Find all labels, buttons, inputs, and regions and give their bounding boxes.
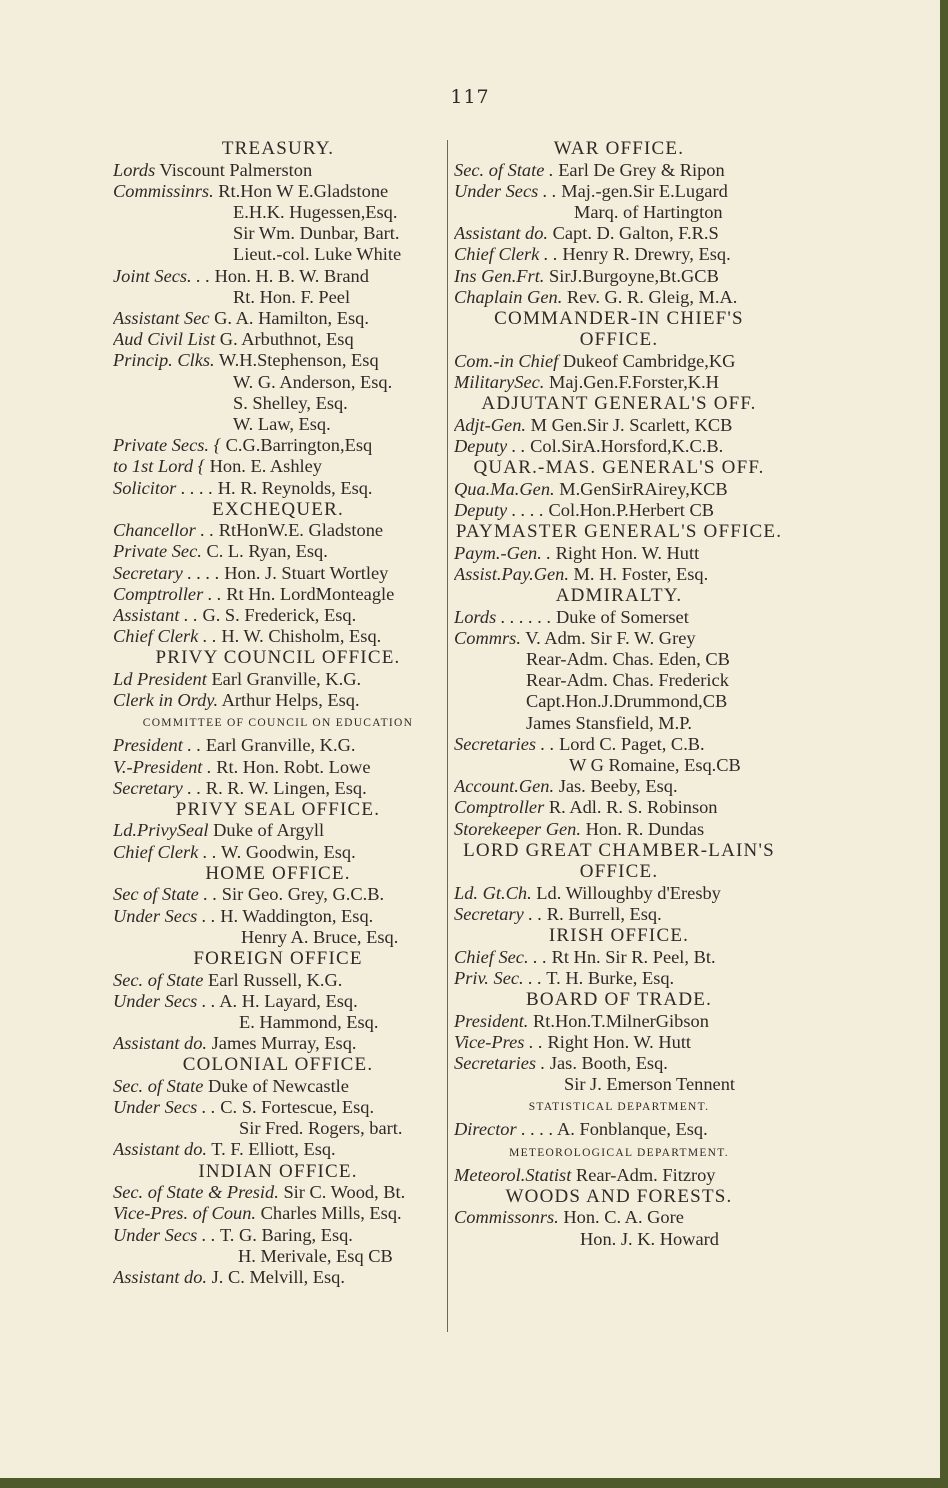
entry-row: [454, 372, 784, 393]
entry-name: C. L. Ryan, Esq.: [206, 541, 328, 562]
entry-role: Aud Civil List: [113, 329, 216, 350]
entry-name: Hon. E. Ashley: [209, 456, 323, 477]
entry-row: [454, 755, 784, 776]
entry-name: W.H.Stephenson, Esq: [218, 350, 379, 371]
entry-name: Jas. Beeby, Esq.: [558, 776, 678, 797]
section-title: QUAR.-MAS. GENERAL'S OFF.: [473, 457, 765, 479]
entry-role: Solicitor . . . .: [113, 477, 214, 498]
entry-name: A. H. Layard, Esq.: [219, 990, 358, 1011]
entry-name: Earl Granville, K.G.: [211, 668, 362, 689]
left-column: [113, 138, 443, 1288]
entry-name: Duke of Argyll: [213, 820, 325, 841]
entry-row: [113, 393, 443, 414]
entry-row: [454, 797, 784, 818]
entry-role: Private Sec.: [113, 541, 202, 562]
section-adjutant: [454, 393, 784, 457]
entry-name: Col.Hon.P.Herbert CB: [548, 499, 715, 520]
entry-row: [454, 734, 784, 755]
entry-row: [454, 947, 784, 968]
entry-name: Capt. D. Galton, F.R.S: [552, 223, 719, 244]
section-education: [113, 712, 443, 799]
entry-name: R. Adl. R. S. Robinson: [548, 797, 718, 818]
section-privy_seal: [113, 799, 443, 863]
entry-name: Henry R. Drewry, Esq.: [562, 244, 731, 265]
entry-role: Sec. of State: [113, 969, 204, 990]
entry-name: Earl De Grey & Ripon: [558, 159, 725, 180]
entry-role: V.-President .: [113, 756, 212, 777]
entry-role: Assistant Sec: [113, 307, 210, 328]
entry-role: Princip. Clks.: [113, 350, 215, 371]
entry-row: [113, 1097, 443, 1118]
entry-name: Rear-Adm. Fitzroy: [575, 1164, 716, 1185]
entry-row: [454, 351, 784, 372]
section-title: STATISTICAL DEPARTMENT.: [528, 1101, 710, 1114]
entry-row: [113, 1118, 443, 1139]
entry-row: [113, 563, 443, 584]
entry-row: [454, 436, 784, 457]
section-title: LORD GREAT CHAMBER-LAIN'S OFFICE.: [463, 839, 775, 883]
entry-name: Sir C. Wood, Bt.: [283, 1182, 406, 1203]
entry-name: Duke of Newcastle: [208, 1075, 349, 1096]
entry-row: [454, 564, 784, 585]
page-number: 117: [450, 86, 490, 108]
entry-role: Sec. of State & Presid.: [113, 1182, 279, 1203]
entry-row: [113, 478, 443, 499]
entry-name: James Stansfield, M.P.: [526, 712, 693, 733]
entry-name: Maj.-gen.Sir E.Lugard: [561, 180, 728, 201]
entry-row: [454, 1032, 784, 1053]
entry-name: Maj.Gen.F.Forster,K.H: [549, 372, 719, 393]
entry-row: [113, 1033, 443, 1054]
entry-role: Under Secs . .: [454, 180, 557, 201]
entry-row: [113, 414, 443, 435]
entry-name: James Murray, Esq.: [211, 1033, 357, 1054]
entry-role: Ld.PrivySeal: [113, 820, 209, 841]
entry-row: [113, 160, 443, 181]
entry-name: G. Arbuthnot, Esq: [219, 329, 354, 350]
entry-row: [454, 1229, 784, 1250]
entry-row: [113, 202, 443, 223]
entry-role: Chief Clerk . .: [113, 841, 217, 862]
entry-row: [113, 223, 443, 244]
entry-name: R. Burrell, Esq.: [546, 903, 662, 924]
entry-role: Storekeeper Gen.: [454, 818, 581, 839]
entry-row: [454, 202, 784, 223]
section-exchequer: [113, 499, 443, 648]
entry-name: Right Hon. W. Hutt: [547, 1031, 692, 1052]
entry-name: Hon. H. B. W. Brand: [214, 265, 369, 286]
entry-row: [454, 968, 784, 989]
entry-row: [454, 904, 784, 925]
entry-row: [454, 628, 784, 649]
entry-role: Comptroller . .: [113, 583, 222, 604]
entry-role: Director . . . .: [454, 1119, 554, 1140]
entry-row: [454, 713, 784, 734]
entry-name: Right Hon. W. Hutt: [555, 542, 700, 563]
entry-name: H. R. Reynolds, Esq.: [217, 477, 373, 498]
entry-role: to 1st Lord {: [113, 456, 206, 477]
section-woods: [454, 1186, 784, 1250]
entry-row: [454, 1074, 784, 1095]
entry-row: [113, 669, 443, 690]
entry-row: [113, 287, 443, 308]
section-colonial: [113, 1054, 443, 1160]
entry-row: [113, 1246, 443, 1267]
entry-row: [454, 883, 784, 904]
entry-name: Arthur Helps, Esq.: [221, 690, 360, 711]
entry-name: Hon. J. Stuart Wortley: [224, 562, 389, 583]
section-title: PRIVY SEAL OFFICE.: [175, 798, 381, 820]
entry-row: [113, 372, 443, 393]
entry-row: [113, 1203, 443, 1224]
entry-row: [113, 820, 443, 841]
entry-name: E. Hammond, Esq.: [239, 1011, 379, 1032]
section-title: COMMANDER-IN CHIEF'S OFFICE.: [494, 307, 744, 351]
entry-role: Secretaries . .: [454, 733, 555, 754]
section-quarter: [454, 457, 784, 521]
entry-name: Rt Hn. Sir R. Peel, Bt.: [551, 946, 716, 967]
entry-row: [113, 1182, 443, 1203]
entry-role: Secretary . .: [113, 777, 202, 798]
section-title: PRIVY COUNCIL OFFICE.: [155, 647, 401, 669]
entry-name: Viscount Palmerston: [159, 159, 313, 180]
entry-name: Lord C. Paget, C.B.: [559, 733, 705, 754]
section-trade: [454, 989, 784, 1095]
entry-row: [113, 842, 443, 863]
entry-name: Rev. G. R. Gleig, M.A.: [566, 286, 738, 307]
entry-role: Assistant . .: [113, 605, 198, 626]
entry-role: Commrs.: [454, 627, 521, 648]
entry-role: MilitarySec.: [454, 372, 545, 393]
entry-role: Joint Secs. . .: [113, 265, 211, 286]
entry-name: Col.SirA.Horsford,K.C.B.: [530, 436, 724, 457]
entry-row: [113, 757, 443, 778]
entry-name: SirJ.Burgoyne,Bt.GCB: [549, 265, 719, 286]
entry-name: Hon. C. A. Gore: [563, 1207, 684, 1228]
entry-row: [454, 649, 784, 670]
entry-role: Vice-Pres . .: [454, 1031, 543, 1052]
entry-row: [454, 691, 784, 712]
entry-name: V. Adm. Sir F. W. Grey: [525, 627, 696, 648]
entry-role: Private Secs. {: [113, 435, 221, 456]
entry-row: [113, 626, 443, 647]
entry-name: W. G. Anderson, Esq.: [233, 371, 393, 392]
section-title: INDIAN OFFICE.: [198, 1160, 358, 1182]
entry-role: Assistant do.: [113, 1033, 208, 1054]
entry-row: [454, 244, 784, 265]
entry-name: Rt Hn. LordMonteagle: [226, 583, 395, 604]
entry-name: G. S. Frederick, Esq.: [202, 605, 357, 626]
entry-role: Deputy . .: [454, 436, 526, 457]
entry-role: Assistant do.: [113, 1139, 208, 1160]
entry-row: [113, 456, 443, 477]
section-title: ADJUTANT GENERAL'S OFF.: [481, 393, 757, 415]
entry-name: C. S. Fortescue, Esq.: [220, 1097, 375, 1118]
entry-name: M Gen.Sir J. Scarlett, KCB: [530, 414, 733, 435]
entry-name: Earl Russell, K.G.: [208, 969, 343, 990]
entry-role: Qua.Ma.Gen.: [454, 478, 555, 499]
entry-role: Sec. of State .: [454, 159, 554, 180]
entry-name: R. R. W. Lingen, Esq.: [205, 777, 367, 798]
section-title: COLONIAL OFFICE.: [182, 1054, 374, 1076]
entry-name: Sir Wm. Dunbar, Bart.: [233, 223, 400, 244]
section-title: ADMIRALTY.: [555, 585, 683, 607]
entry-name: Jas. Booth, Esq.: [549, 1053, 668, 1073]
section-home: [113, 863, 443, 948]
entry-role: Chief Sec. . .: [454, 946, 547, 967]
entry-role: Adjt-Gen.: [454, 414, 527, 435]
entry-name: Sir Fred. Rogers, bart.: [239, 1118, 403, 1139]
entry-name: Earl Granville, K.G.: [205, 735, 356, 756]
section-title: BOARD OF TRADE.: [525, 989, 713, 1011]
entry-name: Henry A. Bruce, Esq.: [241, 926, 399, 947]
entry-name: Hon. J. K. Howard: [580, 1228, 719, 1249]
entry-name: W. Goodwin, Esq.: [220, 841, 356, 862]
entry-role: Chief Clerk . .: [454, 244, 558, 265]
entry-row: [454, 543, 784, 564]
entry-role: Clerk in Ordy.: [113, 690, 219, 711]
entry-row: [454, 223, 784, 244]
section-statistical: [454, 1096, 784, 1140]
entry-name: Rt. Hon. Robt. Lowe: [216, 756, 371, 777]
entry-row: [113, 520, 443, 541]
entry-role: Com.-in Chief: [454, 350, 559, 371]
entry-role: Comptroller: [454, 797, 545, 818]
section-war: [454, 138, 784, 308]
entry-role: Secretary . . . .: [113, 562, 220, 583]
entry-name: A. Fonblanque, Esq.: [557, 1119, 708, 1140]
entry-row: [113, 350, 443, 371]
entry-name: Rt. Hon. F. Peel: [233, 286, 351, 307]
entry-name: G. A. Hamilton, Esq.: [214, 307, 369, 328]
entry-row: [113, 308, 443, 329]
entry-role: Under Secs . .: [113, 1097, 216, 1118]
entry-row: [113, 1012, 443, 1033]
entry-name: W. Law, Esq.: [233, 413, 331, 434]
entry-role: Lords . . . . . .: [454, 606, 552, 627]
entry-row: [454, 181, 784, 202]
entry-role: Assistant do.: [113, 1266, 208, 1287]
entry-name: T. F. Elliott, Esq.: [211, 1139, 336, 1160]
entry-row: [454, 287, 784, 308]
entry-role: Under Secs . .: [113, 905, 216, 926]
entry-role: Ld President: [113, 668, 207, 689]
entry-row: [113, 735, 443, 756]
entry-role: Meteorol.Statist: [454, 1164, 572, 1185]
entry-row: [454, 819, 784, 840]
entry-row: [113, 605, 443, 626]
entry-role: Ld. Gt.Ch.: [454, 882, 532, 903]
section-chamberlain: [454, 840, 784, 925]
entry-role: Sec of State . .: [113, 884, 218, 905]
entry-row: [454, 500, 784, 521]
entry-role: President.: [454, 1010, 529, 1031]
entry-row: [113, 244, 443, 265]
section-commander: [454, 308, 784, 393]
entry-row: [113, 906, 443, 927]
entry-row: [454, 1207, 784, 1228]
section-paymaster: [454, 521, 784, 585]
entry-role: Secretary . .: [454, 903, 543, 924]
section-title: FOREIGN OFFICE: [193, 948, 363, 969]
entry-row: [113, 584, 443, 605]
entry-name: Lieut.-col. Luke White: [233, 244, 402, 265]
entry-row: [113, 435, 443, 456]
entry-role: Assist.Pay.Gen.: [454, 563, 569, 584]
section-title: COMMITTEE OF COUNCIL ON EDUCATION: [142, 717, 414, 730]
entry-role: President . .: [113, 735, 202, 756]
entry-name: Rear-Adm. Chas. Frederick: [526, 670, 729, 691]
entry-row: [454, 1165, 784, 1186]
section-indian: [113, 1161, 443, 1289]
entry-role: Chief Clerk . .: [113, 626, 217, 647]
entry-role: Lords: [113, 159, 156, 180]
entry-row: [454, 479, 784, 500]
entry-name: H. W. Chisholm, Esq.: [221, 626, 382, 647]
column-divider: [447, 140, 448, 1332]
entry-name: Duke of Somerset: [556, 606, 689, 627]
section-treasury: [113, 138, 443, 499]
section-title: TREASURY.: [221, 138, 335, 159]
entry-row: [113, 991, 443, 1012]
entry-role: Sec. of State: [113, 1075, 204, 1096]
entry-row: [454, 607, 784, 628]
entry-role: Chancellor . .: [113, 520, 215, 541]
entry-name: Charles Mills, Esq.: [260, 1203, 402, 1224]
entry-role: Commissonrs.: [454, 1207, 559, 1228]
entry-name: Dukeof Cambridge,KG: [562, 350, 736, 371]
entry-name: W G Romaine, Esq.CB: [569, 754, 741, 775]
entry-role: Deputy . . . .: [454, 499, 544, 520]
entry-row: [113, 927, 443, 948]
entry-name: Rt.Hon.T.MilnerGibson: [533, 1010, 709, 1031]
entry-role: Paym.-Gen. .: [454, 542, 552, 563]
entry-name: Sir Geo. Grey, G.C.B.: [221, 884, 385, 905]
section-title: EXCHEQUER.: [212, 498, 344, 520]
entry-role: Chaplain Gen.: [454, 286, 563, 307]
entry-row: [454, 160, 784, 181]
section-title: PAYMASTER GENERAL'S OFFICE.: [455, 521, 783, 543]
entry-name: Marq. of Hartington: [574, 201, 723, 222]
entry-row: [113, 1139, 443, 1160]
entry-row: [113, 690, 443, 711]
entry-row: [454, 1119, 784, 1140]
entry-row: [113, 329, 443, 350]
entry-role: Vice-Pres. of Coun.: [113, 1203, 257, 1224]
right-column: [454, 138, 784, 1250]
entry-row: [113, 266, 443, 287]
entry-role: Under Secs . .: [113, 990, 216, 1011]
entry-name: T. G. Baring, Esq.: [219, 1224, 353, 1245]
entry-role: Under Secs . .: [113, 1224, 216, 1245]
entry-row: [113, 970, 443, 991]
entry-row: [113, 1267, 443, 1288]
entry-name: H. Merivale, Esq CB: [238, 1245, 393, 1266]
entry-name: E.H.K. Hugessen,Esq.: [233, 201, 398, 222]
entry-role: Priv. Sec. . .: [454, 967, 543, 988]
entry-row: [113, 778, 443, 799]
section-privy_council: [113, 647, 443, 711]
section-meteorological: [454, 1142, 784, 1186]
entry-row: [113, 181, 443, 202]
entry-name: RtHonW.E. Gladstone: [218, 520, 384, 541]
section-admiralty: [454, 585, 784, 840]
entry-name: Hon. R. Dundas: [585, 818, 705, 839]
entry-row: [113, 1225, 443, 1246]
section-title: WOODS AND FORESTS.: [505, 1185, 733, 1207]
entry-name: Ld. Willoughby d'Eresby: [536, 882, 721, 903]
entry-row: [454, 266, 784, 287]
entry-row: [113, 1076, 443, 1097]
entry-role: Assistant do.: [454, 223, 549, 244]
section-title: HOME OFFICE.: [205, 862, 351, 884]
entry-row: [454, 415, 784, 436]
section-title: WAR OFFICE.: [553, 138, 685, 159]
entry-row: [454, 670, 784, 691]
entry-name: H. Waddington, Esq.: [220, 905, 374, 926]
entry-role: Ins Gen.Frt.: [454, 265, 545, 286]
entry-name: J. C. Melvill, Esq.: [211, 1266, 345, 1287]
entry-name: T. H. Burke, Esq.: [546, 967, 675, 988]
section-foreign: [113, 948, 443, 1054]
section-irish: [454, 925, 784, 989]
entry-name: Sir J. Emerson Tennent: [564, 1074, 736, 1095]
section-title: METEOROLOGICAL DEPARTMENT.: [509, 1146, 729, 1159]
entry-name: M.GenSirRAirey,KCB: [559, 478, 728, 499]
entry-row: [454, 1053, 784, 1074]
entry-name: Rear-Adm. Chas. Eden, CB: [526, 648, 730, 669]
section-title: IRISH OFFICE.: [548, 925, 690, 947]
entry-row: [454, 1011, 784, 1032]
entry-name: Capt.Hon.J.Drummond,CB: [526, 691, 728, 712]
entry-row: [454, 776, 784, 797]
entry-name: M. H. Foster, Esq.: [573, 563, 709, 584]
entry-name: Rt.Hon W E.Gladstone: [218, 180, 389, 201]
entry-role: Commissinrs.: [113, 180, 214, 201]
entry-name: C.G.Barrington,Esq: [225, 435, 373, 456]
entry-row: [113, 541, 443, 562]
entry-role: Account.Gen.: [454, 776, 555, 797]
entry-name: S. Shelley, Esq.: [233, 392, 348, 413]
entry-row: [113, 884, 443, 905]
entry-role: Secretaries .: [454, 1053, 546, 1073]
